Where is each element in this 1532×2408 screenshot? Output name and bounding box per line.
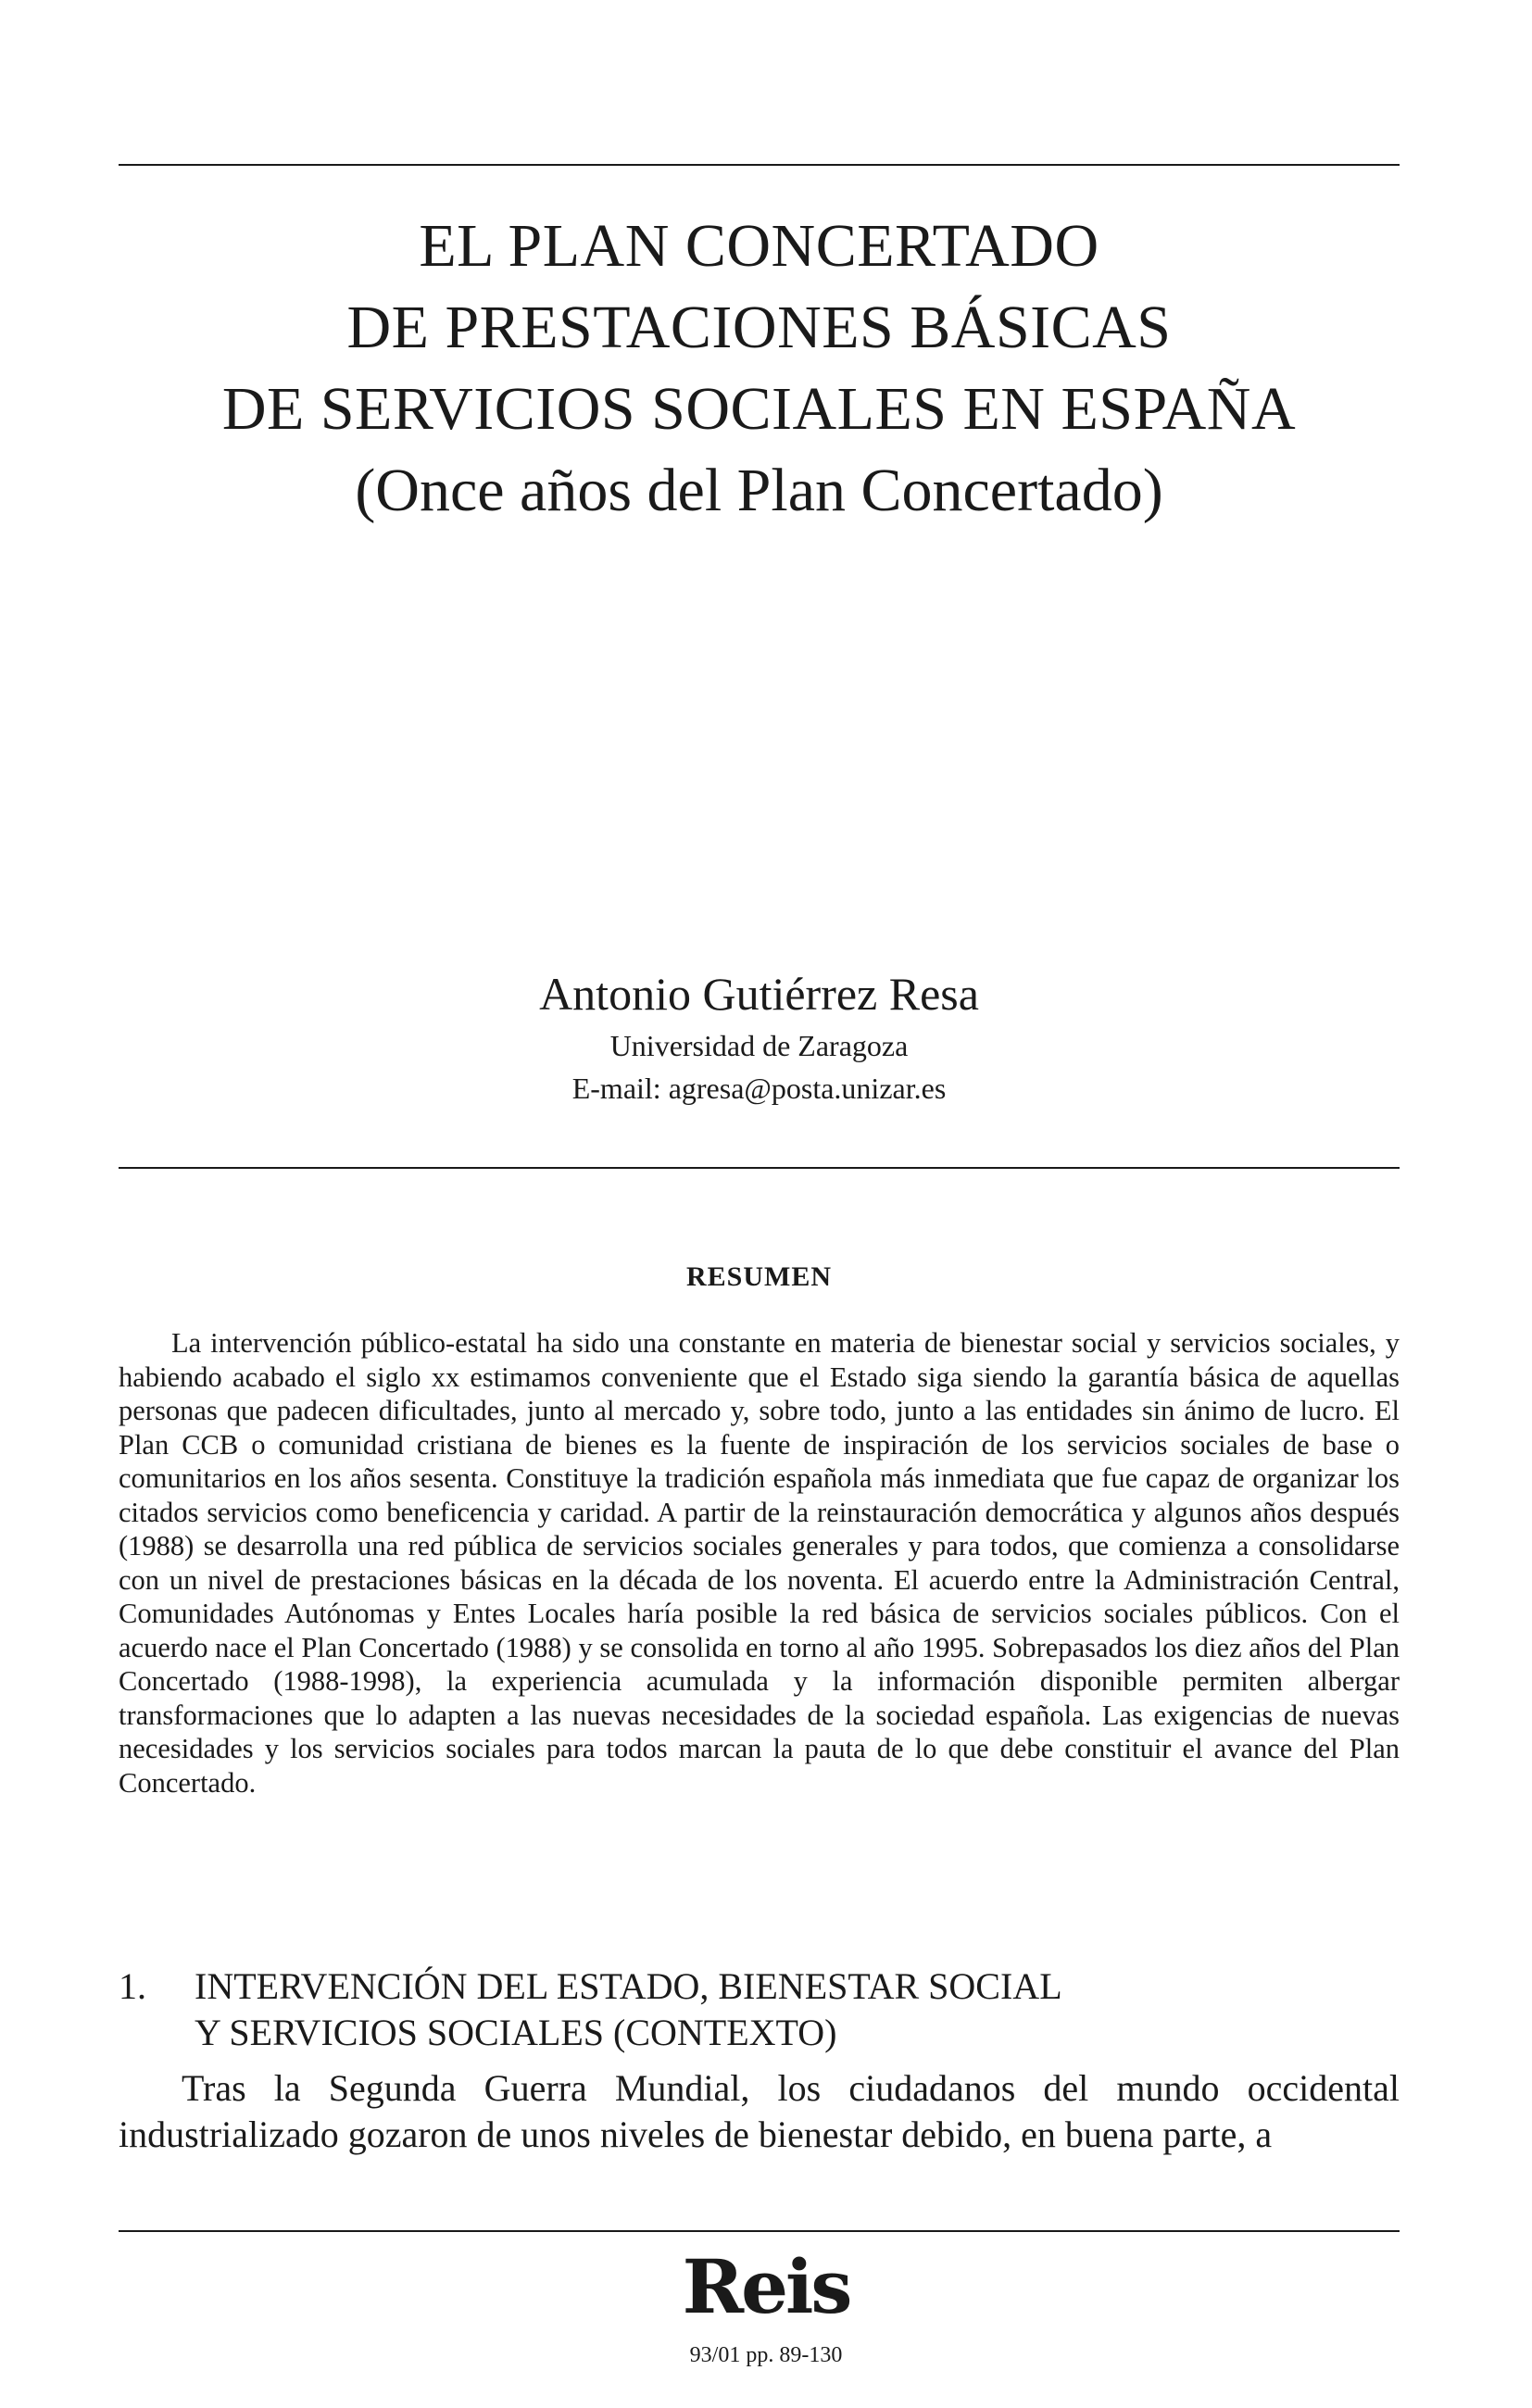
issue-pages: 93/01 pp. 89-130: [689, 2343, 843, 2367]
article-title: [119, 206, 1400, 532]
abstract-heading: RESUMEN: [685, 1261, 832, 1292]
author-email: E-mail: agresa@posta.unizar.es: [571, 1072, 947, 1105]
section-title-line-2: Y SERVICIOS SOCIALES (CONTEXTO): [195, 2012, 837, 2053]
top-rule: [119, 164, 1400, 166]
title-line-1: EL PLAN CONCERTADO: [419, 212, 1099, 280]
bottom-rule: [119, 2230, 1400, 2232]
author-name: Antonio Gutiérrez Resa: [539, 968, 979, 1020]
middle-rule: [119, 1167, 1400, 1169]
title-line-3: DE SERVICIOS SOCIALES EN ESPAÑA: [221, 375, 1297, 443]
article-subtitle: (Once años del Plan Concertado): [355, 457, 1163, 524]
section-number: 1.: [119, 1965, 146, 2007]
section-title-line-1: INTERVENCIÓN DEL ESTADO, BIENESTAR SOCIAL: [195, 1965, 1062, 2007]
title-line-2: DE PRESTACIONES BÁSICAS: [346, 294, 1172, 361]
author-affiliation: Universidad de Zaragoza: [609, 1029, 909, 1062]
author-block: [119, 963, 1400, 1110]
body-paragraph: Tras la Segunda Guerra Mundial, los ciudadanos del mundo occidental industrializado gozaron de unos niveles de bienestar debido, en buena parte, a: [119, 2067, 1400, 2155]
journal-logo: Reis: [682, 2243, 850, 2330]
abstract-text: La intervención público-estatal ha sido una constante en materia de bienestar social y servicios sociales, y habiendo acabado el siglo xx estimamos conveniente que el Estado siga siendo la garantía básica de aquellas personas que padecen dificultades, junto al mercado y, sobre todo, junto a las entidades sin ánimo de lucro. El Plan CCB o comunidad cristiana de bienes es la fuente de inspiración de los servicios sociales de base o comunitarios en los años sesenta. Constituye la tradición española más inmediata que fue capaz de organizar los citados servicios como beneficencia y caridad. A partir de la reinstauración democrática y algunos años después (1988) se desarrolla una red pública de servicios sociales generales y para todos, que comienza a consolidarse con un nivel de prestaciones básicas en la década de los noventa. El acuerdo entre la Administración Central, Comunidades Autónomas y Entes Locales haría posible la red básica de servicios sociales públicos. Con el acuerdo nace el Plan Concertado (1988) y se consolida en torno al año 1995. Sobrepasados los diez años del Plan Concertado (1988-1998), la experiencia acumulada y la información disponible permiten albergar transformaciones que lo adapten a las nuevas necesidades de la sociedad española. Las exigencias de nuevas necesidades y los servicios sociales para todos marcan la pauta de lo que debe constituir el avance del Plan Concertado.: [119, 1327, 1400, 1799]
